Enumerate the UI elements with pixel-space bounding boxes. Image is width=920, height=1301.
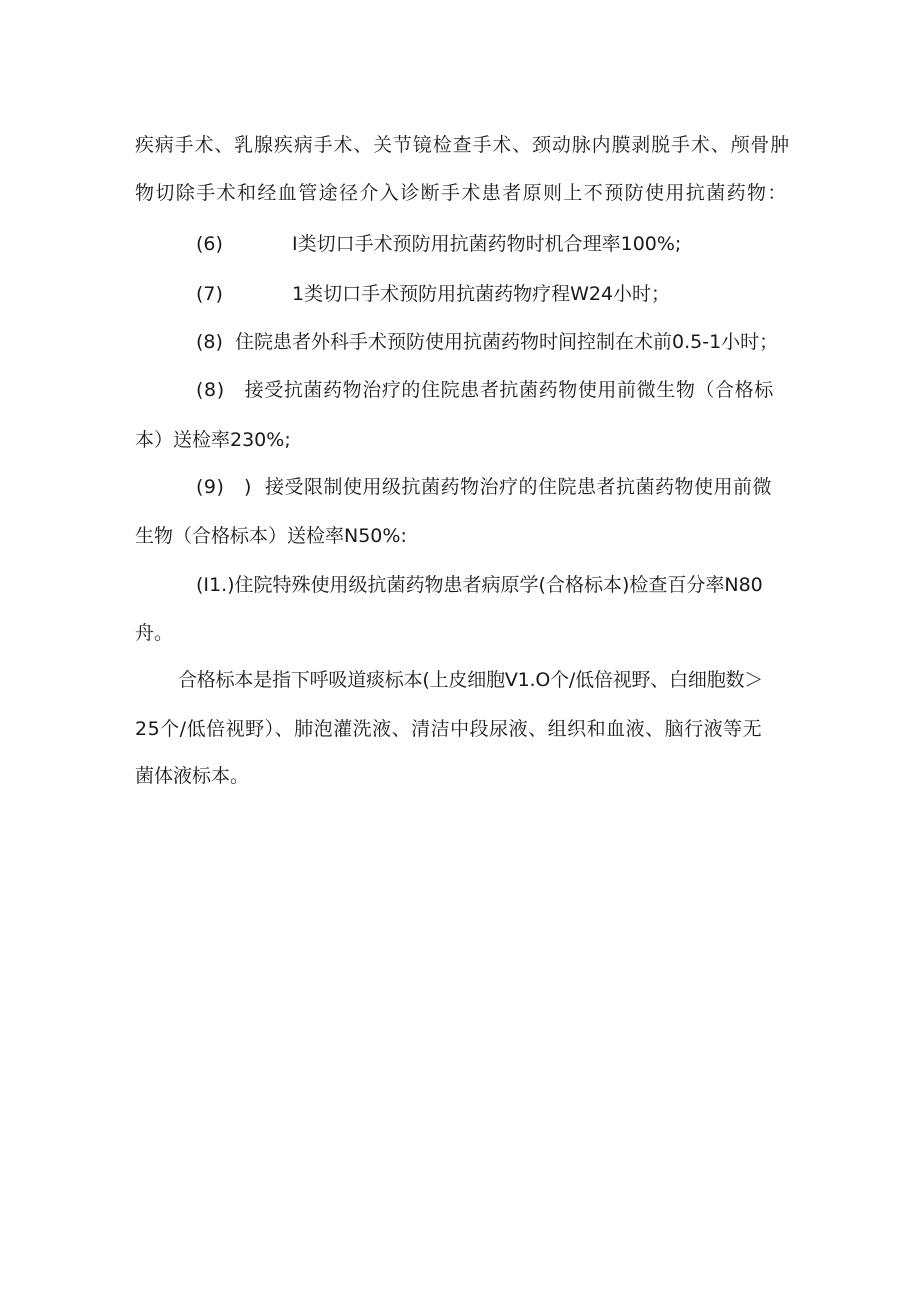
item-8b-line-2: 本）送检率230%; (135, 429, 291, 451)
paragraph-1-line-2: 物切除手术和经血管途径介入诊断手术患者原则上不预防使用抗菌药物： (135, 182, 788, 204)
item-8b-line-1: (8) 接受抗菌药物治疗的住院患者抗菌药物使用前微生物（合格标 (196, 379, 774, 401)
note-line-1: 合格标本是指下呼吸道痰标本(上皮细胞V1.O个/低倍视野、白细胞数＞ (178, 669, 764, 691)
note-line-2: 25个/低倍视野）、肺泡灌洗液、清洁中段尿液、组织和血液、脑行液等无 (135, 718, 763, 740)
item-8a: (8) 住院患者外科手术预防使用抗菌药物时间控制在术前0.5-1小时； (196, 331, 779, 353)
item-6-number: (6) (196, 233, 223, 255)
item-7-text: 1类切口手术预防用抗菌药物疗程W24小时； (292, 283, 671, 305)
item-7 (196, 282, 671, 306)
note-line-3: 菌体液标本。 (135, 765, 250, 787)
item-6-text: I类切口手术预防用抗菌药物时机合理率100%; (292, 233, 682, 255)
item-9-line-2: 生物（合格标本）送检率N50%: (135, 525, 407, 547)
paragraph-1-line-1: 疾病手术、乳腺疾病手术、关节镜检查手术、颈动脉内膜剥脱手术、颅骨肿 (135, 134, 791, 156)
item-6 (196, 232, 682, 256)
item-11-line-2: 舟。 (135, 622, 174, 644)
item-7-number: (7) (196, 283, 223, 305)
item-11-line-1: (I1.)住院特殊使用级抗菌药物患者病原学(合格标本)检查百分率N80 (196, 574, 763, 596)
item-9-line-1: (9) ) 接受限制使用级抗菌药物治疗的住院患者抗菌药物使用前微 (196, 476, 773, 498)
